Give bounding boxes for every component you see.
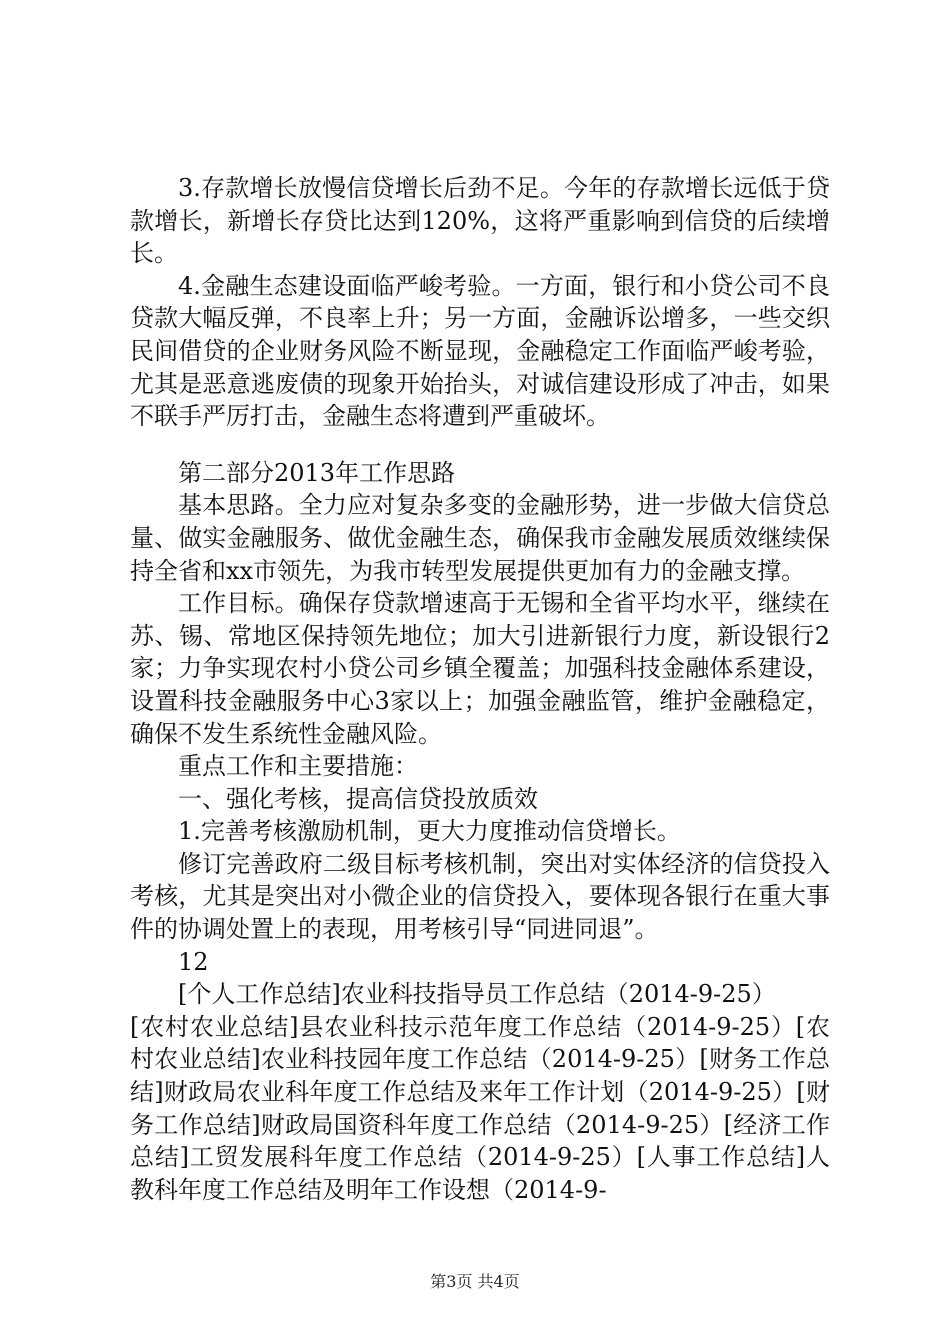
related-link-first: [个人工作总结]农业科技指导员工作总结（2014-9-25） bbox=[178, 980, 776, 1009]
paragraph-financial-ecology: 4.金融生态建设面临严峻考验。一方面，银行和小贷公司不良贷款大幅反弹，不良率上升；另一方面，金融诉讼增多，一些交织民间借贷的企业财务风险不断显现，金融稳定工作面临严峻考验，尤其是恶意逃废债的现象开始抬头，对诚信建设形成了冲击，如果不联手严厉打击，金融生态将遭到严重破坏。 bbox=[130, 271, 830, 431]
related-links-list: [农村农业总结]县农业科技示范年度工作总结（2014-9-25）[农村农业总结]农业科技园年度工作总结（2014-9-25）[财务工作总结]财政局农业科年度工作总结及来年工作计划（2014-9-25）[财务工作总结]财政局国资科年度工作总结（2014-9-25）[经济工作总结]工贸发展科年度工作总结（2014-9-25）[人事工作总结]人教科年度工作总结及明年工作设想（2014-9- bbox=[130, 1012, 830, 1204]
paragraph-key-measures-heading: 重点工作和主要措施： bbox=[178, 752, 418, 781]
document-body bbox=[130, 172, 830, 1206]
paragraph-assessment-mechanism: 修订完善政府二级目标考核机制，突出对实体经济的信贷投入考核，尤其是突出对小微企业的信贷投入，要体现各银行在重大事件的协调处置上的表现，用考核引导“同进同退”。 bbox=[130, 849, 830, 944]
page-number-footer: 第3页 共4页 bbox=[430, 1272, 520, 1291]
paragraph-work-goals: 工作目标。确保存贷款增速高于无锡和全省平均水平，继续在苏、锡、常地区保持领先地位；加大引进新银行力度，新设银行2家；力争实现农村小贷公司乡镇全覆盖；加强科技金融体系建设，设置科技金融服务中心3家以上；加强金融监管，维护金融稳定，确保不发生系统性金融风险。 bbox=[130, 589, 830, 748]
paragraph-item-one-heading: 1.完善考核激励机制，更大力度推动信贷增长。 bbox=[178, 817, 681, 846]
paragraph-number: 12 bbox=[178, 947, 209, 976]
paragraph-section-one-heading: 一、强化考核，提高信贷投放质效 bbox=[178, 784, 538, 813]
paragraph-basic-approach: 基本思路。全力应对复杂多变的金融形势，进一步做大信贷总量、做实金融服务、做优金融生态，确保我市金融发展质效继续保持全省和xx市领先，为我市转型发展提供更加有力的金融支撑。 bbox=[130, 491, 830, 585]
paragraph-deposit-growth: 3.存款增长放慢信贷增长后劲不足。今年的存款增长远低于贷款增长，新增长存贷比达到120%，这将严重影响到信贷的后续增长。 bbox=[130, 174, 830, 268]
section-heading-part-two: 第二部分2013年工作思路 bbox=[178, 458, 456, 487]
